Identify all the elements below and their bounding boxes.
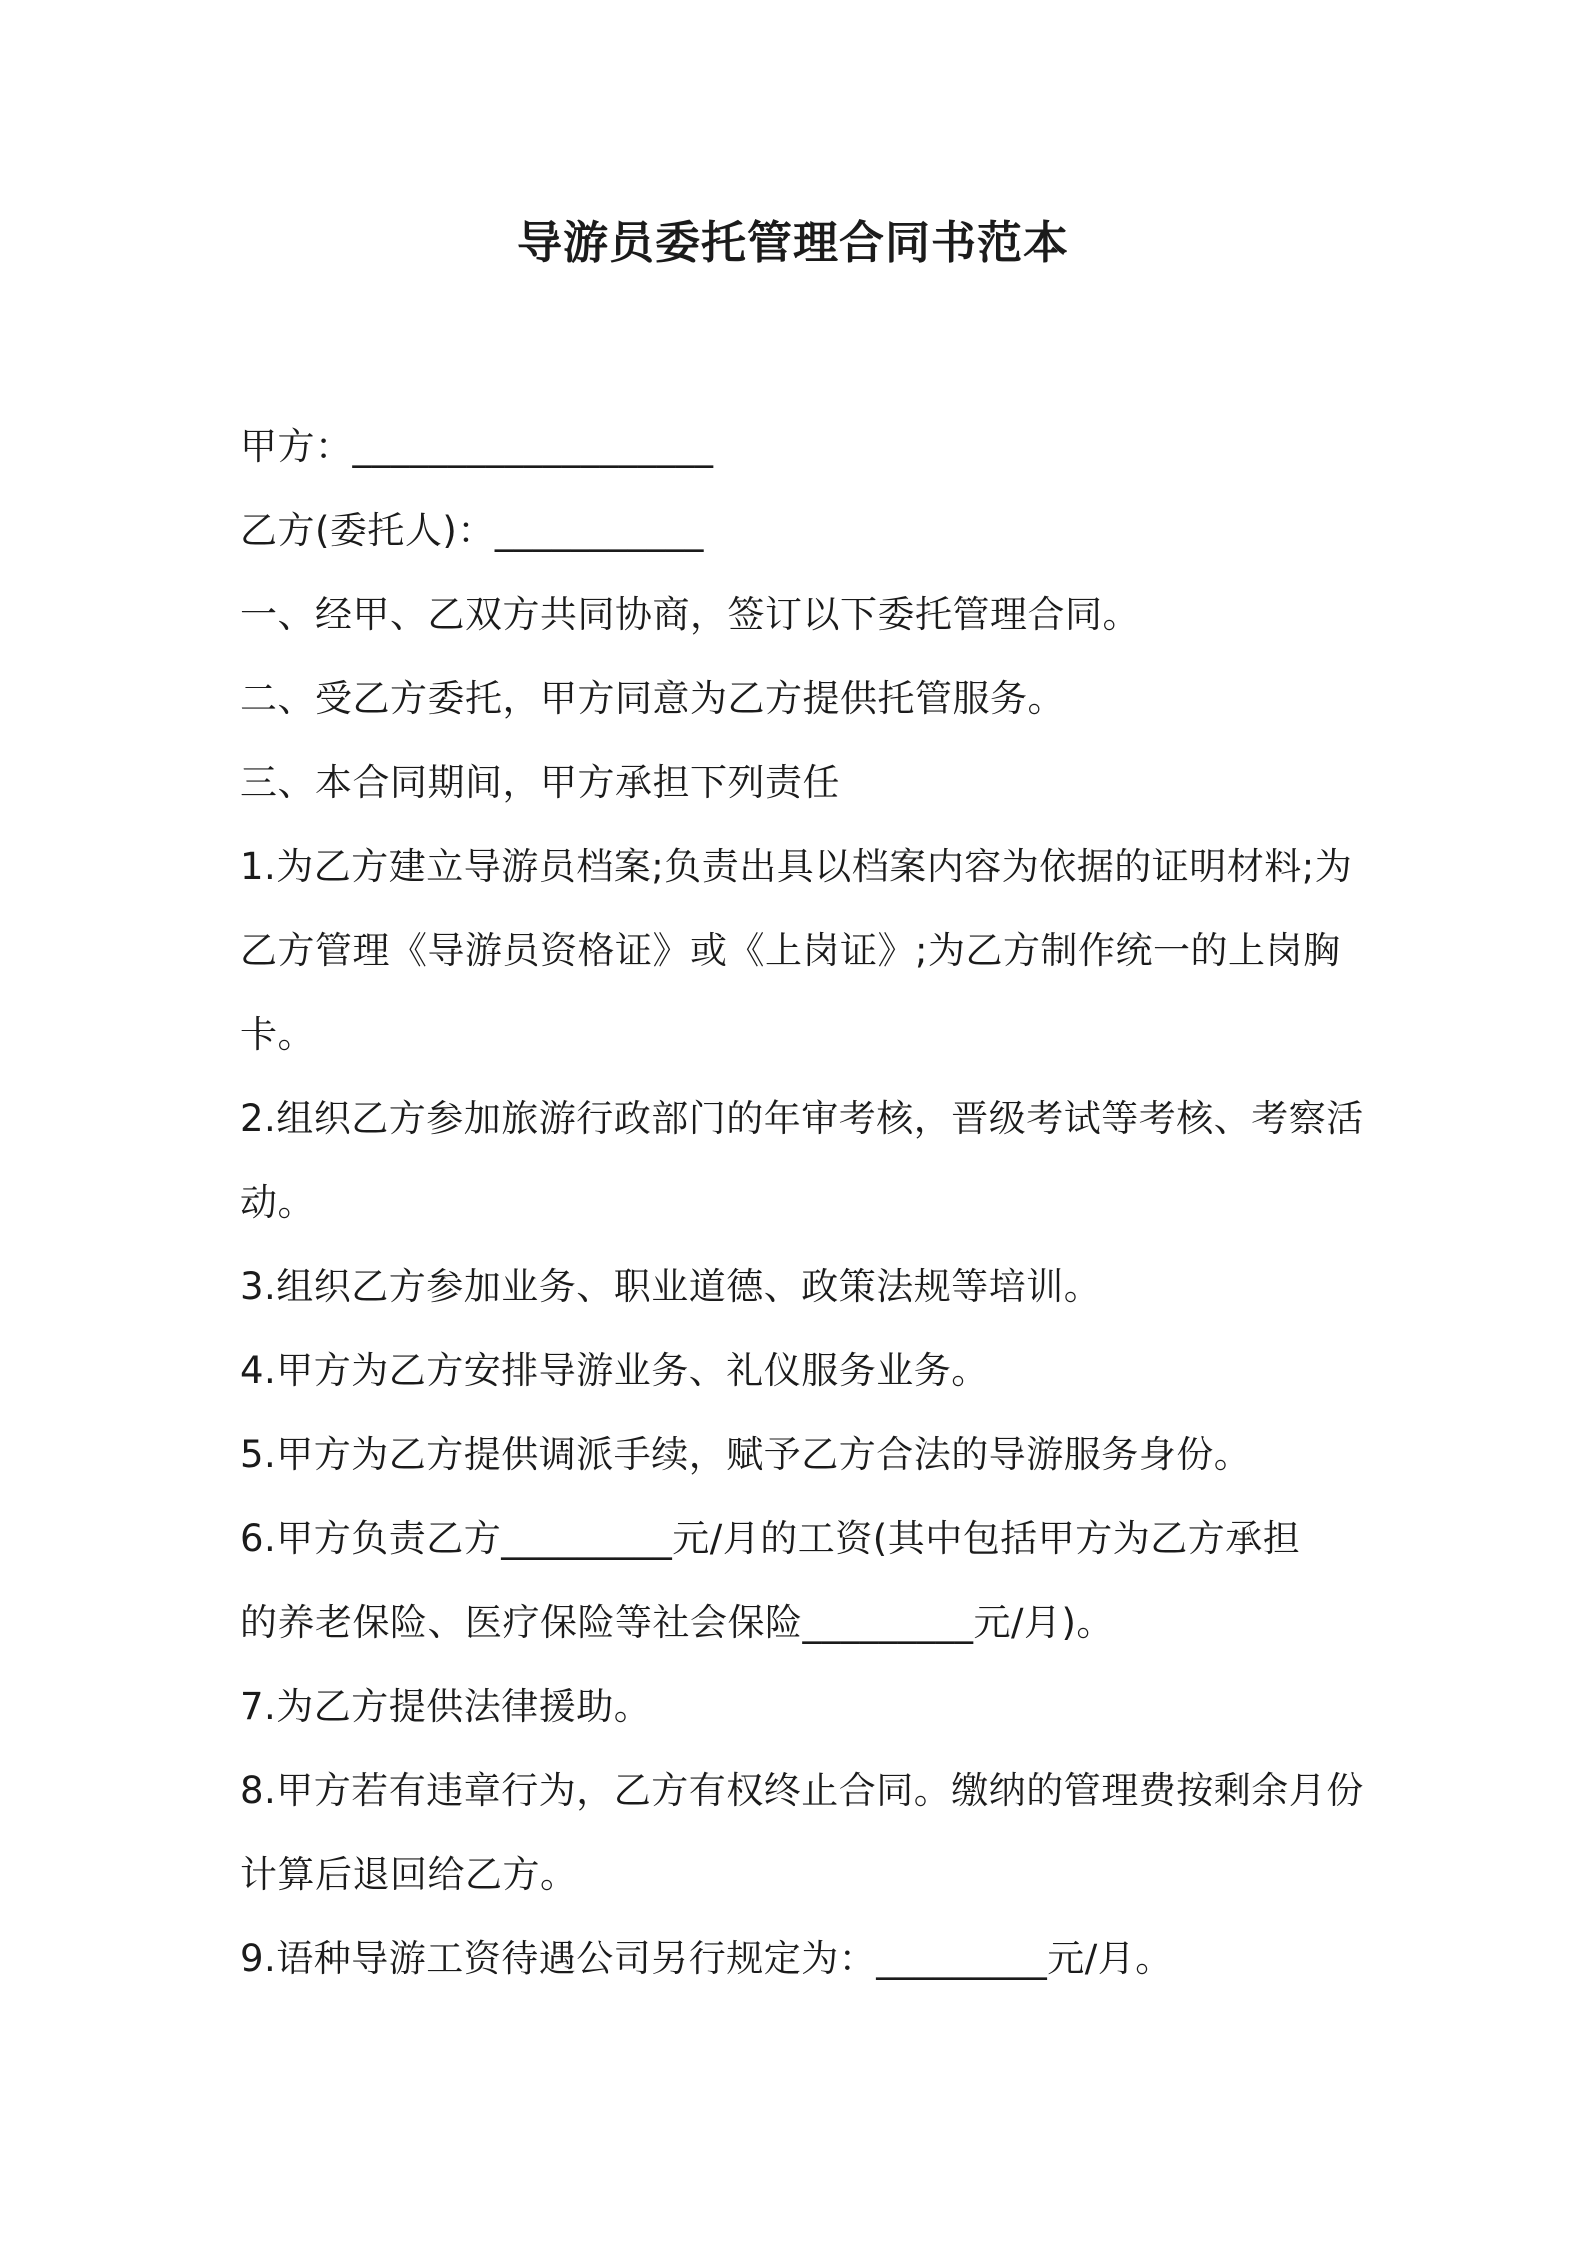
item-3-line: 3.组织乙方参加业务、职业道德、政策法规等培训。 [240, 1265, 1102, 1308]
item-1-line-3: 卡。 [240, 1013, 315, 1056]
item-8-line-1: 8.甲方若有违章行为，乙方有权终止合同。缴纳的管理费按剩余月份 [240, 1769, 1364, 1812]
item-4-line: 4.甲方为乙方安排导游业务、礼仪服务业务。 [240, 1349, 989, 1392]
item-1-line-2: 乙方管理《导游员资格证》或《上岗证》;为乙方制作统一的上岗胸 [240, 929, 1341, 972]
document-title: 导游员委托管理合同书范本 [516, 216, 1069, 269]
item-1-line-1: 1.为乙方建立导游员档案;负责出具以档案内容为依据的证明材料;为 [240, 845, 1353, 888]
party-a-line: 甲方：___________________ [240, 425, 714, 468]
item-8-line-2: 计算后退回给乙方。 [240, 1853, 578, 1896]
item-7-line: 7.为乙方提供法律援助。 [240, 1685, 652, 1728]
item-6-line-1: 6.甲方负责乙方_________元/月的工资(其中包括甲方为乙方承担 [240, 1517, 1301, 1560]
item-5-line: 5.甲方为乙方提供调派手续，赋予乙方合法的导游服务身份。 [240, 1433, 1252, 1476]
clause-3-heading: 三、本合同期间，甲方承担下列责任 [240, 761, 840, 804]
item-9-line: 9.语种导游工资待遇公司另行规定为：_________元/月。 [240, 1937, 1173, 1980]
party-b-line: 乙方(委托人)：___________ [240, 509, 704, 552]
clause-1-line: 一、经甲、乙双方共同协商，签订以下委托管理合同。 [240, 593, 1140, 636]
item-2-line-2: 动。 [240, 1181, 315, 1224]
item-2-line-1: 2.组织乙方参加旅游行政部门的年审考核，晋级考试等考核、考察活 [240, 1097, 1364, 1140]
clause-2-line: 二、受乙方委托，甲方同意为乙方提供托管服务。 [240, 677, 1065, 720]
document-body [240, 405, 1364, 2001]
item-6-line-2: 的养老保险、医疗保险等社会保险_________元/月)。 [240, 1601, 1114, 1644]
